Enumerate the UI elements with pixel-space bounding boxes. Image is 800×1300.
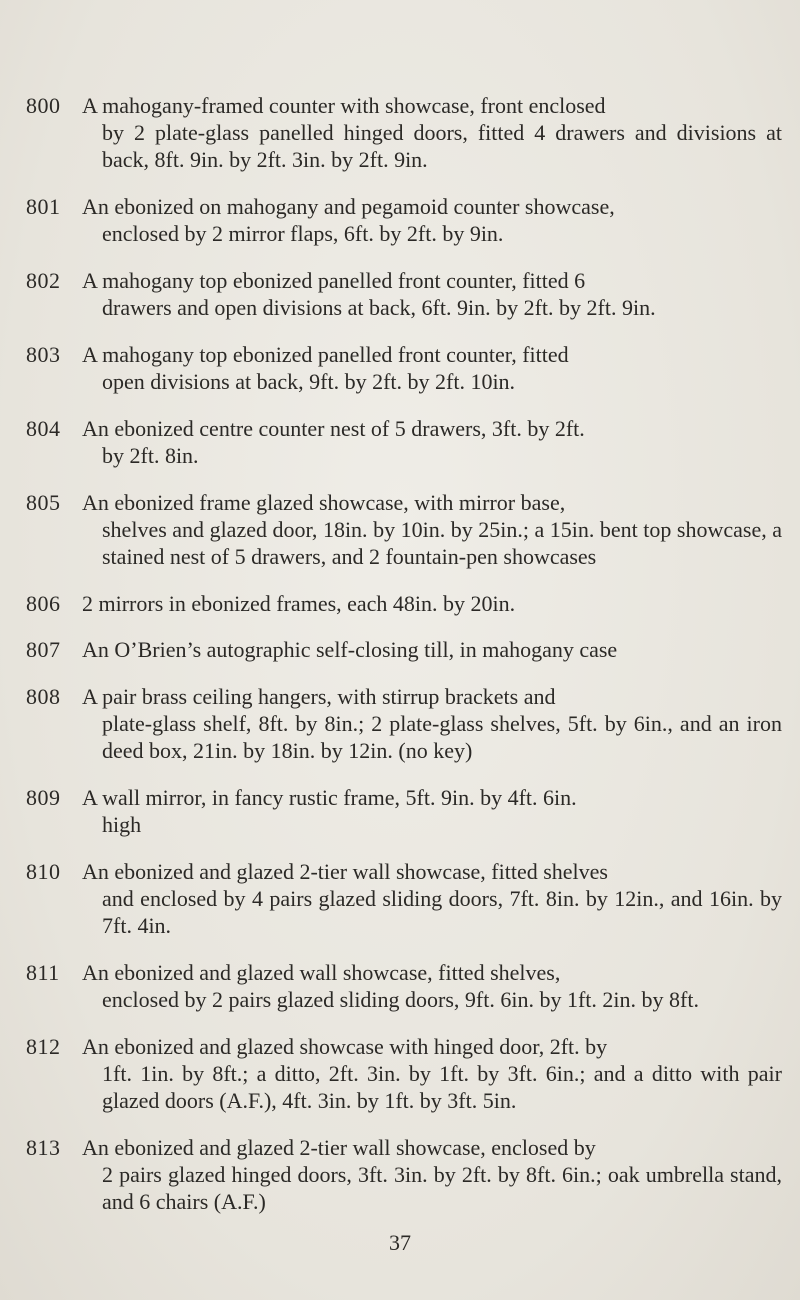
- lot-description-continuation: open divisions at back, 9ft. by 2ft. by 2ft. 10in.: [102, 368, 516, 394]
- lot-number: 811: [26, 960, 60, 986]
- lot-description-first-line: An ebonized and glazed 2-tier wall showcase, fitted shelves: [82, 859, 608, 885]
- lot-description: [82, 267, 782, 321]
- lot-description-continuation: and enclosed by 4 pairs glazed sliding doors, 7ft. 8in. by 12in., and 16in. by 7ft. 4in.: [102, 886, 782, 939]
- lot-description: [82, 193, 782, 247]
- lot-number: 805: [26, 489, 61, 515]
- lot-description-first-line: A mahogany top ebonized panelled front counter, fitted 6: [82, 267, 586, 293]
- lot-description-first-line: A mahogany top ebonized panelled front counter, fitted: [82, 341, 569, 367]
- lot-number: 806: [26, 590, 61, 616]
- lot-description-first-line: A mahogany-framed counter with showcase, front enclosed: [82, 93, 606, 118]
- lot-number: 801: [26, 193, 61, 219]
- lot-number: 803: [26, 341, 61, 367]
- lot-number: 800: [26, 93, 61, 118]
- lot-description: [82, 636, 782, 663]
- lot-description: [82, 1134, 782, 1215]
- lot-description-continuation: plate-glass shelf, 8ft. by 8in.; 2 plate-glass shelves, 5ft. by 6in., and an iron deed box, 21in. by 18in. by 12in. (no key): [102, 711, 782, 764]
- lot-description-first-line: A pair brass ceiling hangers, with stirrup brackets and: [82, 684, 556, 710]
- lot-description-first-line: 2 mirrors in ebonized frames, each 48in. by 20in.: [82, 590, 516, 616]
- lot-number: 810: [26, 859, 61, 885]
- lot-description-continuation: enclosed by 2 mirror flaps, 6ft. by 2ft. by 9in.: [102, 220, 504, 246]
- lot-number: 809: [26, 785, 61, 811]
- lot-number: 807: [26, 637, 61, 663]
- lot-description-continuation: high: [102, 812, 142, 838]
- lot-description: [82, 858, 782, 939]
- lot-description: [82, 1033, 782, 1114]
- lot-description-continuation: by 2ft. 8in.: [102, 442, 199, 468]
- lot-description-first-line: A wall mirror, in fancy rustic frame, 5ft. 9in. by 4ft. 6in.: [82, 785, 577, 811]
- lot-number: 802: [26, 267, 61, 293]
- lot-description-first-line: An ebonized and glazed wall showcase, fitted shelves,: [82, 960, 561, 986]
- lot-description-first-line: An ebonized and glazed showcase with hinged door, 2ft. by: [82, 1034, 608, 1060]
- lot-description: [82, 415, 782, 469]
- lot-description: [82, 590, 782, 617]
- lot-description-first-line: An ebonized on mahogany and pegamoid counter showcase,: [82, 193, 615, 219]
- lot-description-first-line: An O’Brien’s autographic self-closing till, in mahogany case: [82, 637, 618, 663]
- lot-description: [82, 489, 782, 570]
- lot-description-first-line: An ebonized frame glazed showcase, with mirror base,: [82, 489, 566, 515]
- lot-description-continuation: 1ft. 1in. by 8ft.; a ditto, 2ft. 3in. by 1ft. by 3ft. 6in.; and a ditto with pair glazed doors (A.F.), 4ft. 3in. by 1ft. by 3ft. 5in.: [102, 1061, 782, 1114]
- page-number: 37: [389, 1230, 411, 1255]
- lot-description-continuation: 2 pairs glazed hinged doors, 3ft. 3in. by 2ft. by 8ft. 6in.; oak umbrella stand, and 6 chairs (A.F.): [102, 1162, 782, 1214]
- lot-description: [82, 784, 782, 838]
- lot-number: 813: [26, 1135, 61, 1160]
- lot-description-continuation: by 2 plate-glass panelled hinged doors, fitted 4 drawers and divisions at back, 8ft. 9in. by 2ft. 3in. by 2ft. 9in.: [102, 120, 782, 172]
- lot-description-continuation: drawers and open divisions at back, 6ft. 9in. by 2ft. by 2ft. 9in.: [102, 294, 656, 320]
- lot-description-continuation: shelves and glazed door, 18in. by 10in. by 25in.; a 15in. bent top showcase, a stained nest of 5 drawers, and 2 fountain-pen showcases: [102, 516, 782, 569]
- lot-description: [82, 341, 782, 395]
- lot-description: [82, 959, 782, 1013]
- lot-description-first-line: An ebonized and glazed 2-tier wall showcase, enclosed by: [82, 1135, 596, 1160]
- lot-number: 812: [26, 1034, 61, 1060]
- lot-description-continuation: enclosed by 2 pairs glazed sliding doors, 9ft. 6in. by 1ft. 2in. by 8ft.: [102, 987, 699, 1013]
- lot-number: 804: [26, 415, 61, 441]
- lot-description-first-line: An ebonized centre counter nest of 5 drawers, 3ft. by 2ft.: [82, 415, 585, 441]
- lot-description: [82, 92, 782, 173]
- lot-description: [82, 683, 782, 764]
- lot-number: 808: [26, 684, 61, 710]
